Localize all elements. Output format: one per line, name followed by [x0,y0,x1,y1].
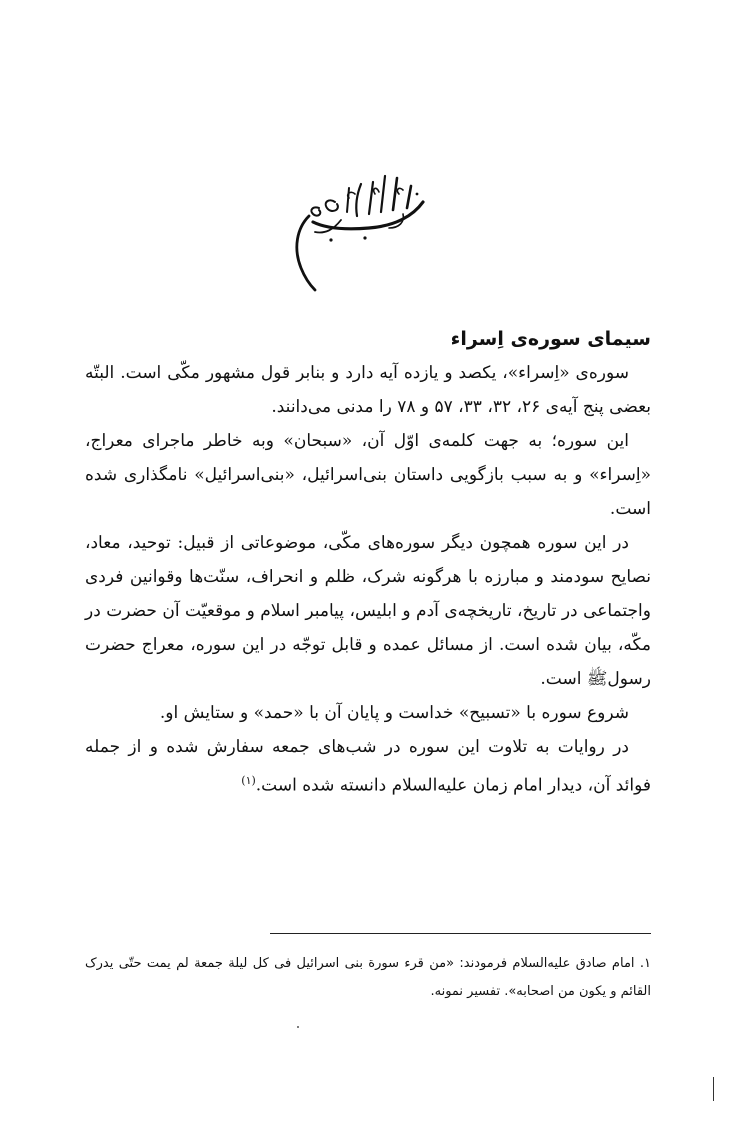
paragraph-with-footnote [85,730,651,803]
section-heading: سیمای سوره‌ی اِسراء [450,328,651,350]
footnote: ۱. امام صادق عليه‌السلام فرمودند: «من قرء سورة بنی اسرائیل فی کل لیلة جمعة لم یمت حتّی یدرک القائم و یکون من اصحابه». تفسیر نمونه. [85,956,651,999]
footnote-reference: (۱) [241,774,256,787]
paragraph-text: در روایات به تلاوت این سوره در شب‌های جمعه سفارش شده و از جمله فوائد آن، دیدار امام زمان‌ عليه‌السلام دانسته شده است. [85,737,651,796]
paragraph: شروع سوره با «تسبیح» خداست و پایان آن با «حمد» و ستایش او. [159,703,629,723]
paragraph: این سوره؛ به جهت کلمه‌ی اوّل آن، «سبحان» وبه خاطر ماجرای معراج، «اِسراء» و به سبب بازگویی داستان بنی‌اسرائیل، «بنی‌اسرائیل» نامگذاری شده است. [85,431,651,519]
basmala-calligraphy [285,168,435,294]
paragraph: در این سوره همچون دیگر سوره‌های مکّی، موضوعاتی از قبیل: توحید، معاد، نصایح سودمند و مبارزه با هرگونه شرک، ظلم و انحراف، سنّت‌ها وقوانین فردی واجتماعی در تاریخ، تاریخچه‌ی آدم و ابلیس، پیامبر اسلام و موقعیّت آن حضرت در مکّه، بیان شده است. از مسائل عمده و قابل توجّه در این سوره، معراج حضرت رسولﷺ است. [85,533,651,689]
paragraph: سوره‌ی «اِسراء»، یکصد و یازده آیه دارد و بنابر قول مشهور مکّی است. البتّه بعضی پنج آیه‌ی ۲۶، ۳۲، ۳۳، ۵۷ و ۷۸ را مدنی می‌دانند. [85,363,651,417]
main-text [85,322,651,803]
footnote-divider [270,933,651,934]
scan-speck [297,1026,299,1028]
page-edge-mark [713,1077,714,1101]
